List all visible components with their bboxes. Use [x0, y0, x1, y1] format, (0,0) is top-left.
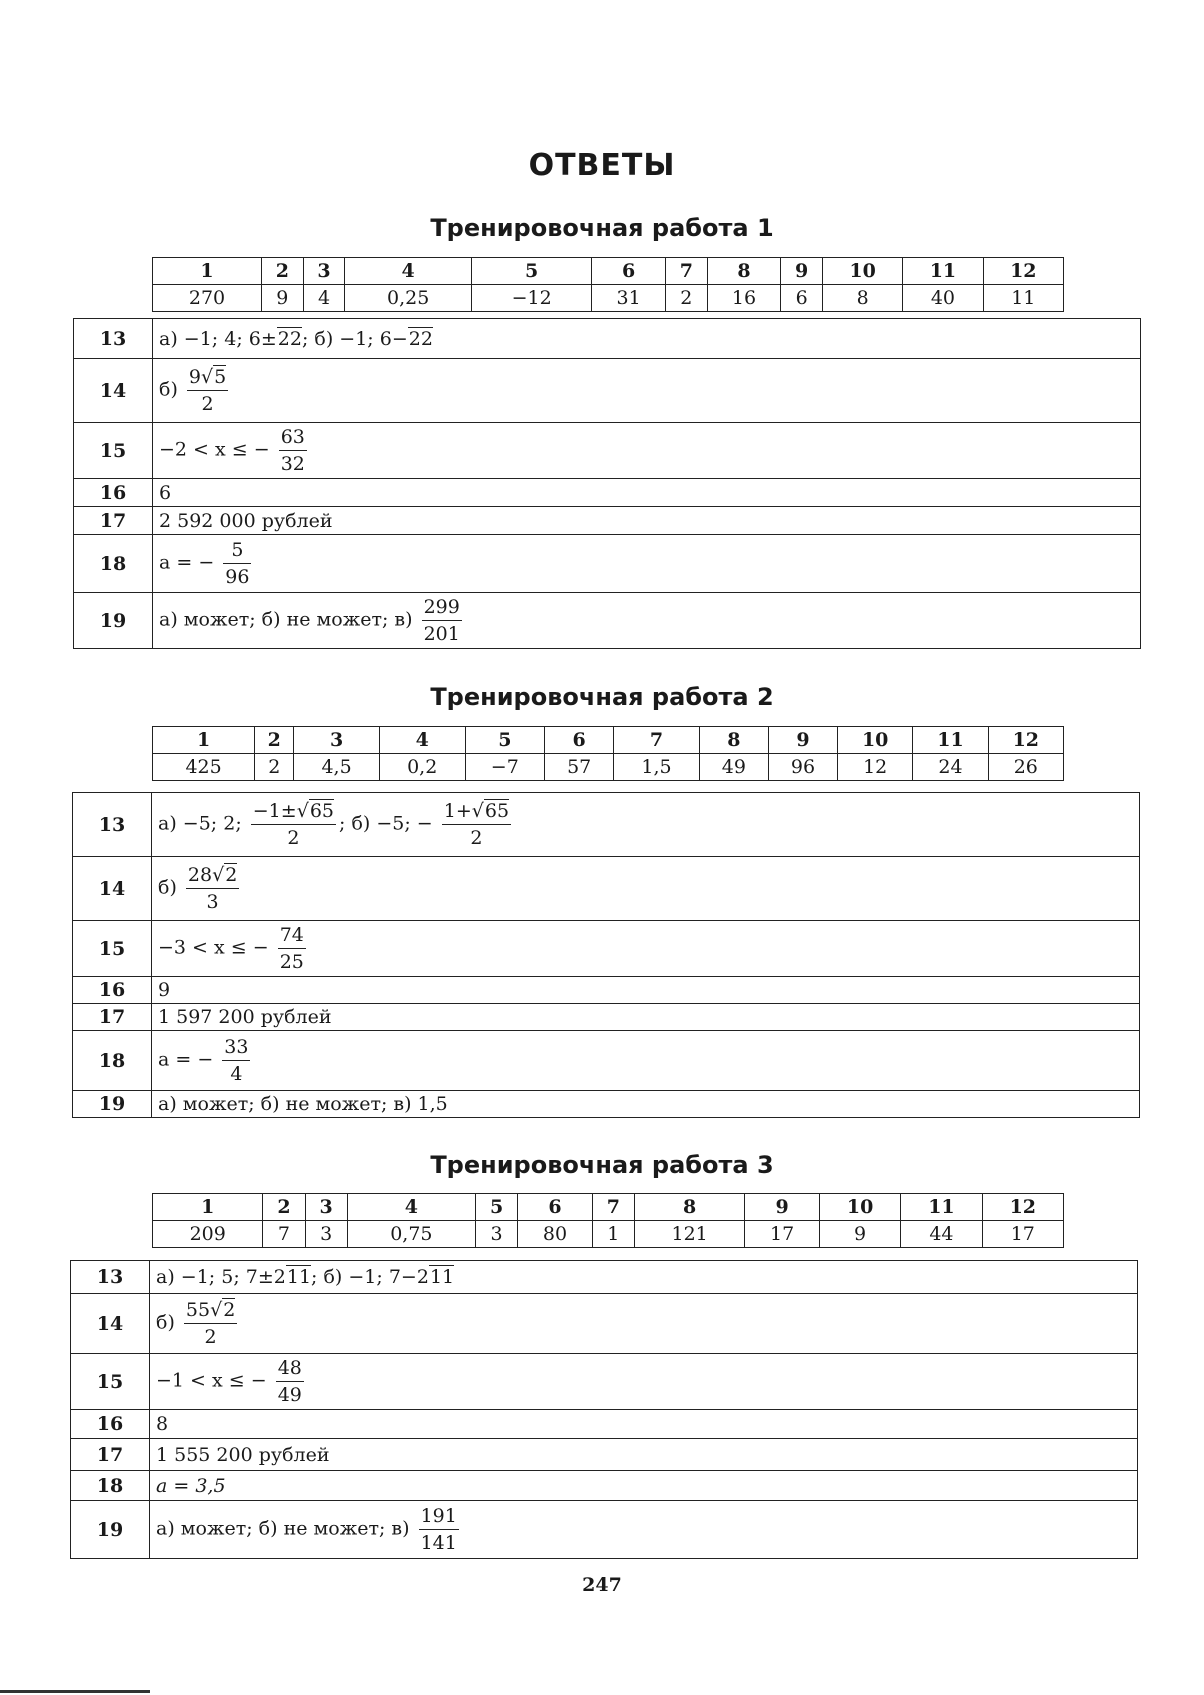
task-answer: 40 [903, 285, 983, 312]
fraction-numerator: −1± [252, 800, 297, 822]
page-number: 247 [582, 1574, 622, 1596]
task-number: 3 [305, 1194, 347, 1221]
task-number: 2 [262, 258, 304, 285]
answer-text: а) −1; 4; 6± [159, 327, 277, 350]
task-number: 15 [74, 423, 153, 479]
fraction-numerator: 74 [278, 922, 306, 949]
task-number: 9 [745, 1194, 820, 1221]
answer-cell: 9 [152, 977, 1140, 1004]
task-number: 3 [294, 727, 380, 754]
answer-cell: а) может; б) не может; в) 1,5 [152, 1091, 1140, 1118]
sqrt-radicand: 65 [309, 800, 334, 822]
task-answer: 8 [822, 285, 902, 312]
answer-text: a = − [158, 1048, 214, 1071]
task-answer: 209 [153, 1221, 263, 1248]
fraction-denominator: 4 [230, 1063, 243, 1085]
sqrt-radicand: 65 [484, 800, 510, 822]
work-1-short-answers [152, 257, 1064, 312]
fraction-denominator: 2 [470, 827, 483, 849]
answer-text: а) может; б) не может; в) [159, 608, 413, 631]
task-answer: 24 [913, 754, 988, 781]
task-number: 6 [592, 258, 666, 285]
answer-text: a = − [159, 551, 215, 574]
task-number: 9 [768, 727, 837, 754]
task-answer: 3 [305, 1221, 347, 1248]
task-number: 19 [71, 1501, 150, 1559]
task-number: 10 [838, 727, 913, 754]
sqrt-radicand: 2 [223, 1299, 236, 1321]
fraction-denominator: 2 [204, 1326, 217, 1348]
task-number: 14 [73, 857, 152, 921]
sqrt-radicand: 22 [408, 327, 433, 350]
fraction-numerator: 63 [279, 424, 307, 451]
answer-cell: 2 592 000 рублей [153, 507, 1141, 535]
task-answer: −7 [465, 754, 545, 781]
task-answer: 17 [982, 1221, 1063, 1248]
answer-text: а) может; б) не может; в) [156, 1517, 410, 1540]
answer-cell [150, 1294, 1138, 1354]
task-number: 13 [73, 793, 152, 857]
task-answer: 425 [153, 754, 255, 781]
task-number: 17 [73, 1004, 152, 1031]
task-number: 5 [476, 1194, 518, 1221]
fraction: $\frac{1+√65}{2}$ [443, 800, 510, 849]
fraction [279, 424, 307, 477]
task-answer: 3 [476, 1221, 518, 1248]
task-number: 19 [73, 1091, 152, 1118]
task-number: 14 [74, 359, 153, 423]
fraction-numerator: 191 [419, 1503, 459, 1530]
task-number: 16 [73, 977, 152, 1004]
answer-row [73, 857, 1140, 921]
task-answer: 9 [819, 1221, 900, 1248]
fraction-numerator: 48 [276, 1355, 304, 1382]
task-number: 1 [153, 727, 255, 754]
task-number: 9 [781, 258, 823, 285]
task-number: 2 [255, 727, 294, 754]
fraction [223, 537, 251, 590]
task-answer: 2 [665, 285, 707, 312]
work-3-short-answers [152, 1193, 1064, 1248]
task-number: 12 [982, 1194, 1063, 1221]
fraction: $\frac{55√2}{2}$ [185, 1299, 236, 1348]
answer-text: ; б) −1; 7−2 [311, 1266, 429, 1288]
answer-row [71, 1439, 1138, 1471]
work-2-long-answers [72, 792, 1140, 1118]
task-number: 14 [71, 1294, 150, 1354]
task-answer: 4 [303, 285, 345, 312]
task-number: 18 [74, 535, 153, 593]
answer-cell: 6 [153, 479, 1141, 507]
answer-cell: 1 555 200 рублей [150, 1439, 1138, 1471]
fraction-denominator: 25 [279, 951, 304, 973]
task-number: 10 [819, 1194, 900, 1221]
work-2-title: Тренировочная работа 2 [430, 683, 774, 711]
task-number: 12 [988, 727, 1063, 754]
task-number: 11 [913, 727, 988, 754]
inequality: −1 < x ≤ − [156, 1369, 267, 1392]
task-number: 10 [822, 258, 902, 285]
fraction-numerator: 299 [422, 594, 462, 621]
task-number: 13 [74, 319, 153, 359]
answer-cell [152, 1031, 1140, 1091]
fraction [276, 1355, 304, 1408]
fraction-denominator: 141 [420, 1532, 457, 1554]
fraction [422, 594, 462, 647]
answer-cell [150, 1501, 1138, 1559]
answer-row [71, 1294, 1138, 1354]
task-number: 17 [74, 507, 153, 535]
answer-cell [153, 359, 1141, 423]
answer-text: ; б) −5; − [339, 812, 433, 835]
task-number: 16 [71, 1410, 150, 1439]
task-answer: 96 [768, 754, 837, 781]
task-number: 1 [153, 1194, 263, 1221]
task-number: 1 [153, 258, 262, 285]
answer-row [71, 1501, 1138, 1559]
fraction: $\frac{-1\pm√65}{2}$ [252, 800, 334, 849]
task-number: 4 [379, 727, 465, 754]
answer-text: ; б) −1; 6− [301, 327, 408, 350]
task-number: 7 [665, 258, 707, 285]
fraction-numerator: 5 [223, 537, 251, 564]
answer-row [74, 423, 1141, 479]
sqrt-radicand: 5 [214, 366, 227, 388]
task-answer: 7 [263, 1221, 305, 1248]
fraction-coefficient: 55 [185, 1299, 211, 1321]
answer-cell [152, 793, 1140, 857]
work-1-long-answers [73, 318, 1141, 649]
answer-cell [153, 319, 1141, 359]
answer-row [73, 977, 1140, 1004]
answer-row [73, 793, 1140, 857]
answer-text: а) −1; 5; 7±2 [156, 1266, 286, 1288]
task-number: 17 [71, 1439, 150, 1471]
task-number: 18 [73, 1031, 152, 1091]
sqrt-radicand: 2 [225, 864, 238, 886]
task-number: 4 [345, 258, 472, 285]
task-answer: 6 [781, 285, 823, 312]
fraction-coefficient: 9 [188, 366, 201, 388]
task-number: 5 [465, 727, 545, 754]
task-answer: 1,5 [614, 754, 700, 781]
task-answer: 0,75 [347, 1221, 475, 1248]
task-number: 6 [518, 1194, 593, 1221]
task-number: 12 [983, 258, 1063, 285]
task-number: 2 [263, 1194, 305, 1221]
fraction-coefficient: 28 [187, 864, 213, 886]
task-answer: 17 [745, 1221, 820, 1248]
answer-row [71, 1410, 1138, 1439]
sqrt-radicand: 22 [277, 327, 302, 350]
answer-row [74, 319, 1141, 359]
answer-row [71, 1354, 1138, 1410]
fraction-denominator: 201 [423, 623, 460, 645]
task-answer: 31 [592, 285, 666, 312]
answer-cell [150, 1471, 1138, 1501]
task-answer: 26 [988, 754, 1063, 781]
fraction-numerator: 1+ [443, 800, 472, 822]
answer-row [73, 1004, 1140, 1031]
fraction-denominator: 49 [277, 1384, 302, 1406]
fraction: $\frac{28√2}{3}$ [187, 864, 238, 913]
task-answer: 12 [838, 754, 913, 781]
task-answer: 16 [707, 285, 781, 312]
work-2-short-answers [152, 726, 1064, 781]
fraction-denominator: 3 [206, 891, 219, 913]
fraction [278, 922, 306, 975]
answer-cell [150, 1261, 1138, 1294]
task-answer: 270 [153, 285, 262, 312]
task-number: 3 [303, 258, 345, 285]
task-answer: 0,25 [345, 285, 472, 312]
answer-cell [150, 1354, 1138, 1410]
answer-row [71, 1261, 1138, 1294]
task-number: 4 [347, 1194, 475, 1221]
fraction-denominator: 32 [280, 453, 305, 475]
answer-text: а) −5; 2; [158, 812, 242, 835]
task-number: 6 [545, 727, 614, 754]
task-number: 16 [74, 479, 153, 507]
answer-cell: 1 597 200 рублей [152, 1004, 1140, 1031]
task-answer: 2 [255, 754, 294, 781]
task-number: 5 [472, 258, 592, 285]
fraction-numerator: 33 [222, 1034, 250, 1061]
fraction: $\frac{9√5}{2}$ [188, 366, 227, 415]
fraction-denominator: 2 [201, 393, 214, 415]
page-title: ОТВЕТЫ [528, 148, 676, 183]
task-answer: 80 [518, 1221, 593, 1248]
work-3-title: Тренировочная работа 3 [430, 1151, 774, 1179]
task-number: 7 [592, 1194, 634, 1221]
task-number: 7 [614, 727, 700, 754]
answer-cell [153, 535, 1141, 593]
inequality: −2 < x ≤ − [159, 438, 270, 461]
answer-cell: 8 [150, 1410, 1138, 1439]
answer-row [73, 921, 1140, 977]
answer-row [71, 1471, 1138, 1501]
work-3-long-answers [70, 1260, 1138, 1559]
answer-row [74, 479, 1141, 507]
task-number: 11 [903, 258, 983, 285]
task-number: 15 [73, 921, 152, 977]
fraction [222, 1034, 250, 1087]
task-number: 8 [699, 727, 768, 754]
scan-edge-line [0, 1690, 150, 1693]
inequality: −3 < x ≤ − [158, 936, 269, 959]
fraction-denominator: 96 [225, 566, 250, 588]
answer-row [74, 535, 1141, 593]
task-answer: 57 [545, 754, 614, 781]
answer-cell [152, 857, 1140, 921]
task-answer: −12 [472, 285, 592, 312]
answer-row [74, 507, 1141, 535]
task-number: 19 [74, 593, 153, 649]
task-number: 8 [634, 1194, 744, 1221]
answer-row [74, 359, 1141, 423]
task-answer: 0,2 [379, 754, 465, 781]
task-answer: 44 [901, 1221, 982, 1248]
answer-cell [153, 593, 1141, 649]
task-answer: 4,5 [294, 754, 380, 781]
sqrt-radicand: 11 [429, 1266, 455, 1288]
task-number: 13 [71, 1261, 150, 1294]
task-answer: 121 [634, 1221, 744, 1248]
task-number: 15 [71, 1354, 150, 1410]
task-answer: 1 [592, 1221, 634, 1248]
task-answer: 49 [699, 754, 768, 781]
task-answer: 11 [983, 285, 1063, 312]
task-number: 18 [71, 1471, 150, 1501]
sqrt-radicand: 11 [286, 1266, 312, 1288]
task-number: 11 [901, 1194, 982, 1221]
answer-text: б) [158, 876, 177, 899]
answer-row [73, 1091, 1140, 1118]
answer-text: a = 3,5 [156, 1474, 226, 1497]
task-answer: 9 [262, 285, 304, 312]
answer-row [73, 1031, 1140, 1091]
work-1-title: Тренировочная работа 1 [430, 214, 774, 242]
answer-cell [152, 921, 1140, 977]
fraction-denominator: 2 [287, 827, 300, 849]
answer-cell [153, 423, 1141, 479]
answer-text: б) [156, 1311, 175, 1334]
answer-text: б) [159, 378, 178, 401]
answer-row [74, 593, 1141, 649]
fraction [419, 1503, 459, 1556]
task-number: 8 [707, 258, 781, 285]
